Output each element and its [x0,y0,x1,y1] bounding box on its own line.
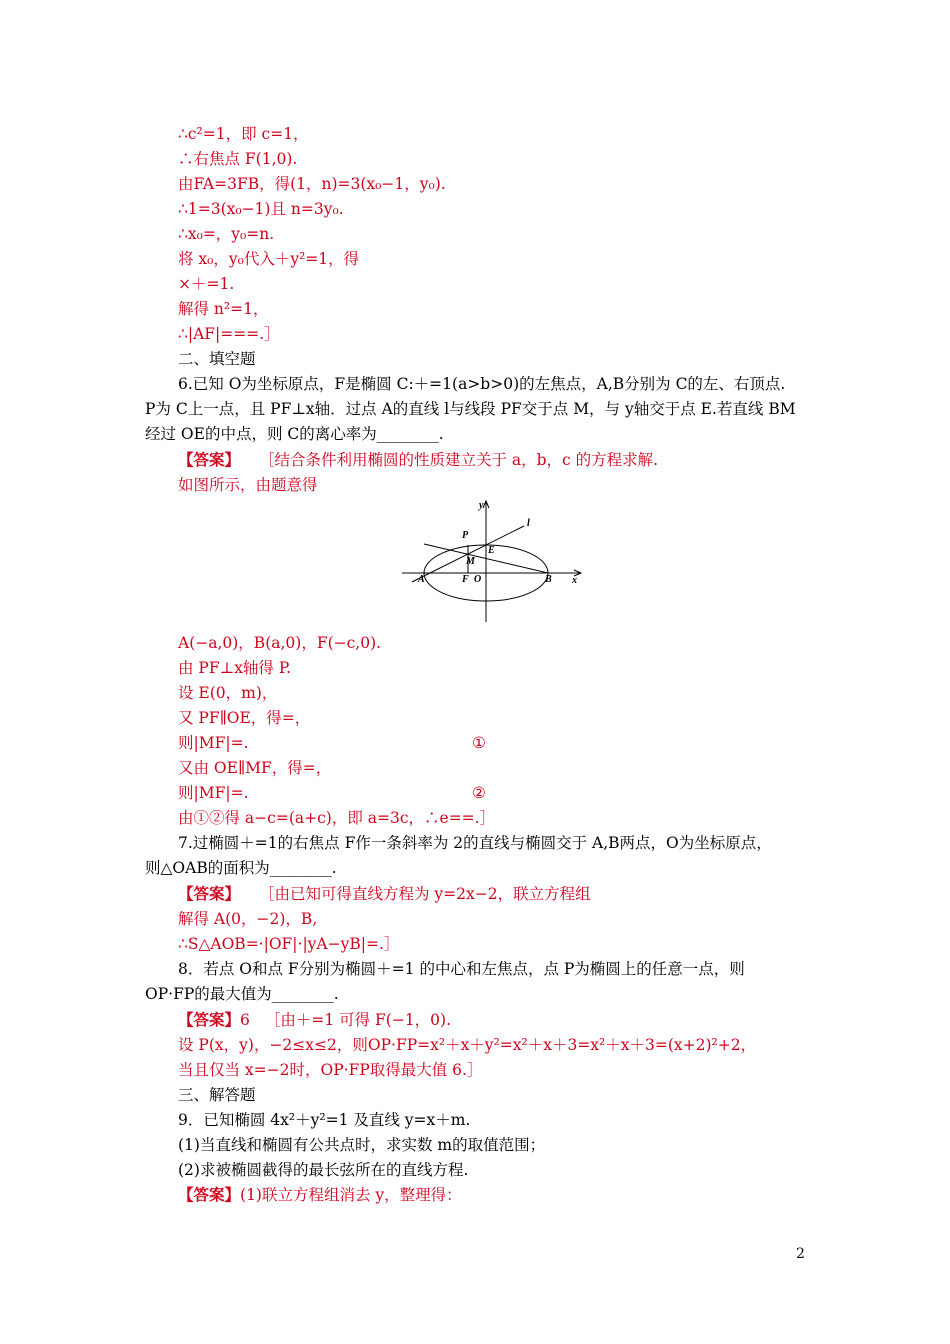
page-number: 2 [796,1246,805,1262]
answer-text: ［由＋=1 可得 F(−1，0). [264,1011,452,1029]
text-line: 解得 n²=1， [178,300,269,318]
label-l: l [527,518,530,529]
text-line: ∴右焦点 F(1,0). [178,150,298,168]
text-line: 又由 OE∥MF，得=， [178,759,332,777]
answer-value: 6 [240,1011,250,1029]
text-line: A(−a,0)，B(a,0)，F(−c,0). [178,634,382,652]
question-text: 9．已知椭圆 4x²＋y²=1 及直线 y=x＋m. [178,1111,471,1129]
label-o: O [474,574,482,585]
section-heading: 二、填空题 [178,350,256,368]
equation-mark-1: ① [472,734,486,752]
label-e: E [488,545,495,556]
question-text: 8．若点 O和点 F分别为椭圆＋=1 的中心和左焦点，点 P为椭圆上的任意一点，则 [178,960,745,978]
text-line: 又 PF∥OE，得=， [178,709,311,727]
label-p: P [462,530,469,541]
text-line: ×＋=1. [178,275,235,293]
answer-text: ［由已知可得直线方程为 y=2x−2，联立方程组 [258,885,591,903]
question-text: 6.已知 O为坐标原点，F是椭圆 C:＋=1(a>b>0)的左焦点，A,B分别为 C的左、右顶点. [178,375,786,393]
question-text: 7.过椭圆＋=1的右焦点 F作一条斜率为 2的直线与椭圆交于 A,B两点，O为坐标原点， [178,834,772,852]
section-heading: 三、解答题 [178,1086,256,1104]
text-line: 则|MF|=. [178,734,249,752]
label-f: F [462,574,469,585]
answer-line [178,884,591,904]
answer-text: (1)联立方程组消去 y，整理得： [240,1186,462,1204]
question-text: P为 C上一点，且 PF⊥x轴．过点 A的直线 l与线段 PF交于点 M，与 y轴交于点 E.若直线 BM [145,400,796,418]
label-a: A [418,574,425,585]
answer-tag: 【答案】 [178,450,241,469]
answer-line [178,450,658,470]
ellipse-diagram [400,496,590,624]
answer-text: ［结合条件利用椭圆的性质建立关于 a，b，c 的方程求解. [258,451,659,469]
text-line: ∴|AF|===.］ [178,325,280,343]
text-line: ∴c²=1，即 c=1， [178,125,309,143]
question-text: (2)求被椭圆截得的最长弦所在的直线方程. [178,1161,469,1179]
answer-line [178,1185,462,1205]
text-line: 由①②得 a−c=(a+c)，即 a=3c，∴e==.］ [178,809,496,827]
label-y: y [479,500,484,511]
label-b: B [545,574,552,585]
text-line: 则|MF|=. [178,784,249,802]
text-line: ∴x₀=，y₀=n. [178,225,275,243]
text-line: 由FA=3FB，得(1，n)=3(x₀−1，y₀). [178,175,446,193]
text-line: 解得 A(0，−2)，B, [178,910,318,928]
text-line: ∴1=3(x₀−1)且 n=3y₀. [178,200,344,218]
text-line: 设 P(x，y)，−2≤x≤2，则OP·FP=x²＋x＋y²=x²＋x＋3=x²＋x＋3=(x+2)²+2， [178,1036,757,1054]
question-text: (1)当直线和椭圆有公共点时，求实数 m的取值范围； [178,1136,546,1154]
answer-tag: 【答案】 [178,1010,241,1029]
text-line: 由 PF⊥x轴得 P. [178,659,292,677]
text-line: ∴S△AOB=·|OF|·|yA−yB|=.］ [178,935,400,953]
question-text: 经过 OE的中点，则 C的离心率为________. [145,425,444,443]
text-line: 如图所示，由题意得 [178,476,318,494]
text-line: 将 x₀，y₀代入＋y²=1，得 [178,250,360,268]
label-x: x [572,575,577,586]
answer-tag: 【答案】 [178,1185,241,1204]
equation-mark-2: ② [472,784,486,802]
question-text: OP·FP的最大值为________. [145,985,339,1003]
label-m: M [466,556,475,567]
text-line: 当且仅当 x=−2时，OP·FP取得最大值 6.］ [178,1061,483,1079]
answer-tag: 【答案】 [178,884,241,903]
answer-line [178,1010,451,1030]
text-line: 设 E(0，m)， [178,684,278,702]
question-text: 则△OAB的面积为________. [145,859,337,877]
